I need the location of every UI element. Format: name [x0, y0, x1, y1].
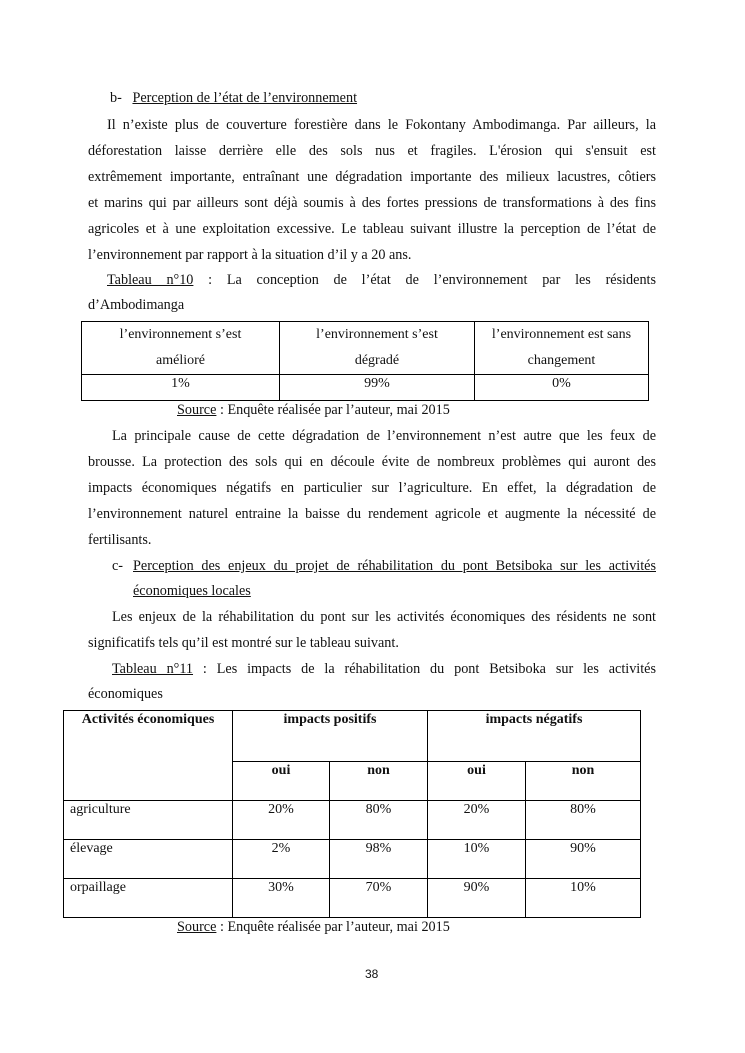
paragraph-line: Il n’existe plus de couverture forestière dans le Fokontany Ambodimanga. Par ailleurs, la: [107, 117, 656, 133]
table-10-label: Tableau n°10: [107, 272, 194, 288]
table-cell: 20%: [233, 801, 330, 840]
page-number: 38: [365, 967, 379, 981]
table-cell: orpaillage: [64, 879, 233, 918]
paragraph-line: l’environnement par rapport à la situation d’il y a 20 ans.: [88, 247, 412, 263]
table-header-cell: l’environnement est sans changement: [475, 322, 649, 375]
table-10-caption-text: : La conception de l’état de l’environnement par les résidents: [208, 272, 657, 288]
paragraph-line: l’environnement naturel entraine la baisse du rendement agricole et augmente la nécessité de: [88, 506, 656, 522]
table-cell: 10%: [526, 879, 641, 918]
table-row: [64, 879, 641, 918]
table-cell: 99%: [280, 375, 475, 401]
table-cell: 1%: [82, 375, 280, 401]
paragraph-line: La principale cause de cette dégradation de l’environnement n’est autre que les feux de: [112, 428, 656, 444]
table-10-source: [177, 401, 450, 419]
section-c-marker: c-: [112, 558, 124, 574]
table-cell: élevage: [64, 840, 233, 879]
paragraph-line: significatifs tels qu’il est montré sur le tableau suivant.: [88, 635, 399, 651]
paragraph-line: fertilisants.: [88, 532, 152, 548]
section-c-title-line2: économiques locales: [133, 583, 251, 599]
table-cell: 20%: [428, 801, 526, 840]
table-cell: 2%: [233, 840, 330, 879]
paragraph-line: extrêmement importante, entraînant une dégradation importante des milieux lacustres, côtiers: [88, 169, 656, 185]
source-label: Source: [177, 919, 217, 935]
source-text: : Enquête réalisée par l’auteur, mai 2015: [216, 402, 450, 418]
paragraph-line: impacts économiques négatifs en particulier sur l’agriculture. En effet, la dégradation de: [88, 480, 656, 496]
table-cell: 0%: [475, 375, 649, 401]
table-header-cell: l’environnement s’est dégradé: [280, 322, 475, 375]
table-11-caption-text: : Les impacts de la réhabilitation du pont Betsiboka sur les activités: [202, 661, 657, 677]
table-header-cell: l’environnement s’est amélioré: [82, 322, 280, 375]
table-11-caption-line2: économiques: [88, 686, 163, 702]
section-b-title: Perception de l’état de l’environnement: [132, 90, 358, 106]
paragraph-line: agricoles et à une exploitation excessive. Le tableau suivant illustre la perception de l’état de: [88, 221, 656, 237]
paragraph-line: et marins qui par ailleurs sont déjà soumis à des fortes pressions de transformations à des fins: [88, 195, 656, 211]
table-header-cell: oui: [233, 762, 330, 801]
table-cell: 80%: [526, 801, 641, 840]
section-b-marker: b-: [110, 90, 122, 106]
table-10: [81, 321, 649, 401]
table-11-caption: [112, 660, 656, 678]
table-cell: 30%: [233, 879, 330, 918]
table-header-row: [64, 711, 641, 762]
table-row: [64, 840, 641, 879]
table-header-cell: impacts négatifs: [428, 711, 641, 762]
source-text: : Enquête réalisée par l’auteur, mai 2015: [216, 919, 450, 935]
source-label: Source: [177, 402, 217, 418]
table-header-cell: non: [330, 762, 428, 801]
paragraph-line: déforestation laisse derrière elle des sols nus et fragiles. L'érosion qui s'ensuit est: [88, 143, 656, 159]
section-b-heading: [110, 89, 357, 107]
table-cell: 90%: [526, 840, 641, 879]
table-cell: agriculture: [64, 801, 233, 840]
table-11: [63, 710, 641, 918]
table-10-caption: [107, 271, 656, 289]
table-10-caption-line2: d’Ambodimanga: [88, 297, 185, 313]
table-cell: 98%: [330, 840, 428, 879]
table-row: [64, 801, 641, 840]
table-cell: 80%: [330, 801, 428, 840]
table-header-row: [82, 322, 649, 375]
table-header-cell: non: [526, 762, 641, 801]
table-11-source: [177, 918, 450, 936]
table-row: [82, 375, 649, 401]
table-cell: 70%: [330, 879, 428, 918]
paragraph-line: brousse. La protection des sols qui en découle évite de nombreux problèmes qui auront des: [88, 454, 656, 470]
table-cell: 10%: [428, 840, 526, 879]
table-11-label: Tableau n°11: [112, 661, 194, 677]
paragraph-line: Les enjeux de la réhabilitation du pont sur les activités économiques des résidents ne sont: [112, 609, 656, 625]
table-header-cell: impacts positifs: [233, 711, 428, 762]
table-cell: 90%: [428, 879, 526, 918]
table-header-cell: oui: [428, 762, 526, 801]
section-c-title-line1: Perception des enjeux du projet de réhabilitation du pont Betsiboka sur les activités: [133, 558, 656, 574]
table-header-cell: Activités économiques: [64, 711, 233, 801]
